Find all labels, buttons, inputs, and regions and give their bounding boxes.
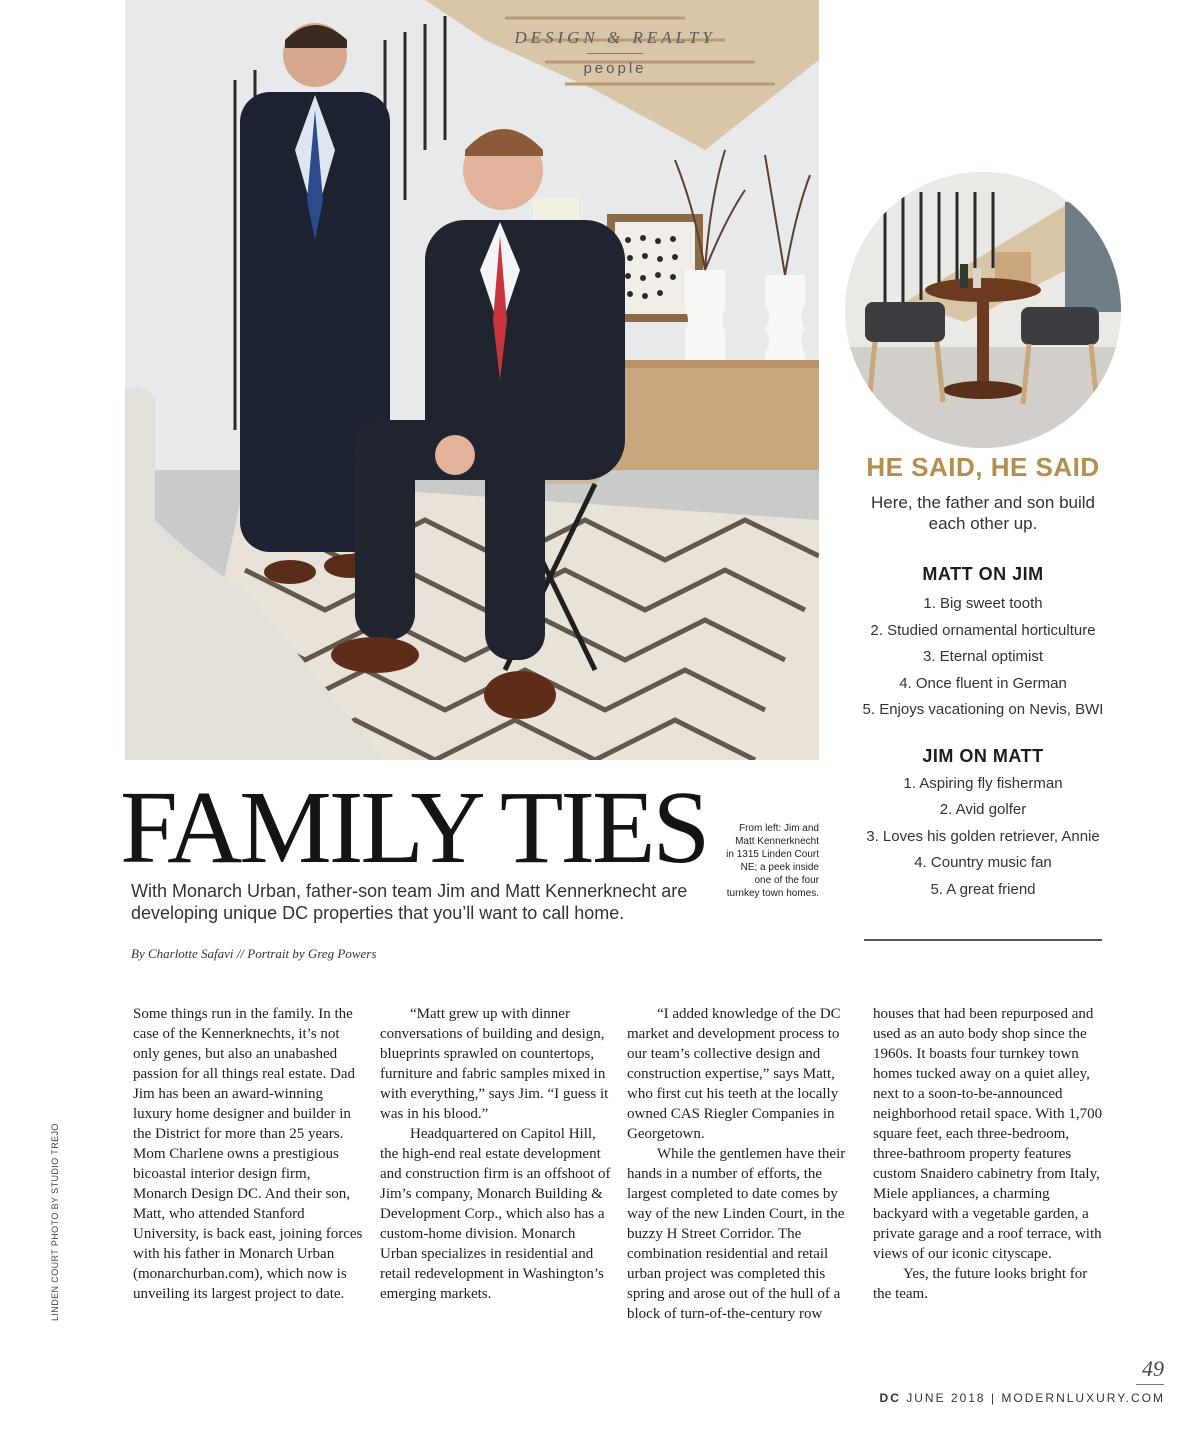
- list-item: 1. Big sweet tooth: [923, 595, 1043, 612]
- sidebar-heading-jim-on-matt: JIM ON MATT: [922, 745, 1044, 766]
- sidebar-list-matt-on-jim: [858, 591, 1108, 724]
- list-item: 5. Enjoys vacationing on Nevis, BWI: [862, 701, 1104, 718]
- list-item: 3. Loves his golden retriever, Annie: [866, 827, 1100, 845]
- body-column-4: [873, 1004, 1105, 1304]
- list-item: 2. Avid golfer: [939, 801, 1027, 818]
- article-byline: By Charlotte Safavi // Portrait by Greg Powers: [131, 946, 377, 961]
- body-paragraph: houses that had been repurposed and used as an auto body shop since the 1960s. It boasts four turnkey town homes tucked away on a quiet alley, next to a soon-to-be-announced neighborhood retail space. With 1,700 square feet, each three-bedroom, three-bathroom property features custom Snaidero cabinetry from Italy, Miele appliances, a charming backyard with a vegetable garden, a private garage and a roof terrace, with views of our iconic cityscape.: [873, 1006, 1103, 1262]
- section-name: DESIGN & REALTY: [514, 28, 716, 47]
- dining-interior-photo: [845, 172, 1121, 448]
- photo-credit: LINDEN COURT PHOTO BY STUDIO TREJO: [50, 1123, 60, 1321]
- sidebar-list-jim-on-matt: [858, 771, 1108, 904]
- sidebar-title: HE SAID, HE SAID: [866, 452, 1100, 482]
- list-item: 4. Country music fan: [914, 854, 1052, 871]
- body-column-2: [380, 1004, 612, 1304]
- folio-separator: |: [990, 1391, 997, 1405]
- body-paragraph: Some things run in the family. In the case of the Kennerknechts, it’s not only genes, but also an unabashed passion for all things real estate. Dad Jim has been an award-winning luxury home designer and builder in the District for more than 25 years. Mom Charlene owns a prestigious bicoastal interior design firm, Monarch Design DC. And their son, Matt, who attended Stanford University, is back east, joining forces with his father in Monarch Urban (monarchurban.com), which now is unveiling its largest project to date.: [133, 1006, 363, 1302]
- article-dek: With Monarch Urban, father-son team Jim and Matt Kennerknecht are developing unique DC properties that you’ll want to call home.: [131, 881, 688, 923]
- body-paragraph: “Matt grew up with dinner conversations of building and design, blueprints sprawled on countertops, furniture and fabric samples mixed in with everything,” says Jim. “I guess it was in his blood.”: [380, 1006, 609, 1122]
- folio: [820, 1391, 1165, 1405]
- page-number: 49: [1142, 1356, 1164, 1381]
- body-paragraph: While the gentlemen have their hands in a number of efforts, the largest completed to date comes by way of the new Linden Court, in the buzzy H Street Corridor. The combination residential and retail urban project was completed this spring and arose out of the hull of a block of turn-of-the-century row: [627, 1146, 846, 1322]
- body-paragraph: “I added knowledge of the DC market and development process to our team’s collective design and construction expertise,” says Matt, who first cut his teeth at the locally owned CAS Riegler Companies in Georgetown.: [627, 1006, 841, 1142]
- folio-divider: [1136, 1384, 1164, 1385]
- subsection-name: people: [583, 60, 647, 77]
- body-paragraph: Headquartered on Capitol Hill, the high-end real estate development and construction firm is an offshoot of Jim’s company, Monarch Building & Development Corp., which also has a custom-home division. Monarch Urban specializes in residential and retail redevelopment in Washington’s emerging markets.: [380, 1126, 611, 1302]
- folio-publication: DC: [879, 1391, 901, 1405]
- list-item: 4. Once fluent in German: [899, 674, 1067, 692]
- sidebar: [858, 452, 1108, 903]
- article-headline: FAMILY TIES: [120, 770, 708, 885]
- list-item: 1. Aspiring fly fisherman: [903, 774, 1063, 792]
- hero-portrait-photo: [125, 0, 819, 760]
- list-item: 2. Studied ornamental horticulture: [870, 621, 1096, 639]
- folio-issue: JUNE 2018: [906, 1391, 986, 1405]
- body-column-1: [133, 1004, 365, 1304]
- list-item: 5. A great friend: [930, 880, 1036, 898]
- folio-site: MODERNLUXURY.COM: [1001, 1391, 1165, 1405]
- body-column-3: [627, 1004, 859, 1324]
- photo-caption: From left: Jim and Matt Kennerknecht in 1315 Linden Court NE; a peek inside one of the four turnkey town homes.: [726, 823, 819, 900]
- sidebar-heading-matt-on-jim: MATT ON JIM: [922, 564, 1044, 584]
- body-paragraph: Yes, the future looks bright for the team.: [873, 1266, 1088, 1302]
- sidebar-divider: [864, 939, 1102, 941]
- section-divider: [587, 53, 643, 54]
- list-item: 3. Eternal optimist: [922, 648, 1044, 665]
- section-tag: [500, 28, 730, 77]
- sidebar-subtitle: Here, the father and son build each other up.: [871, 493, 1095, 533]
